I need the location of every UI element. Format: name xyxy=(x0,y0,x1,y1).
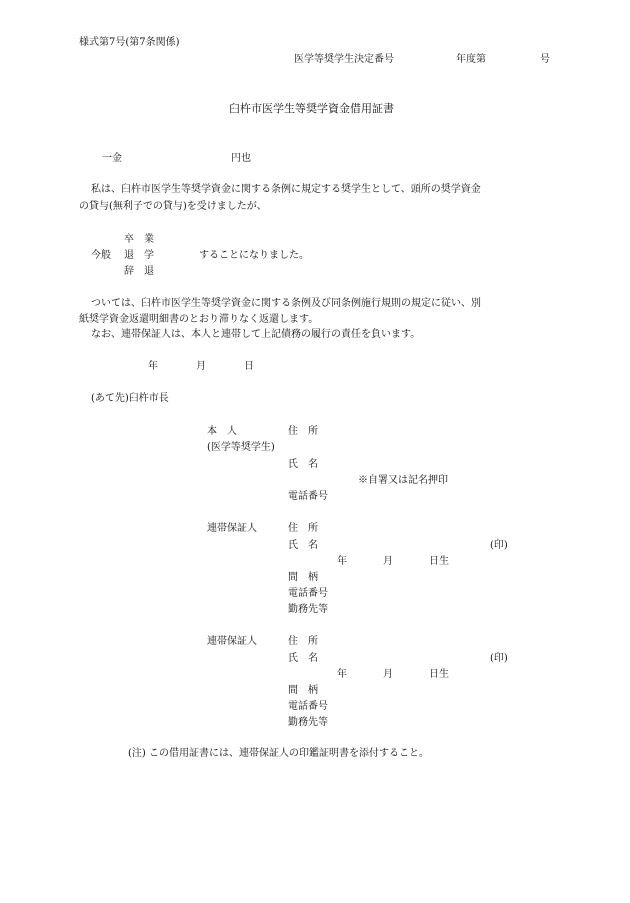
addressee: (あて先)臼杵市長 xyxy=(91,393,169,404)
decision-number-label: 医学等奨学生決定番号 xyxy=(294,54,394,65)
guarantor-birth-year: 年 xyxy=(337,669,347,680)
status-option-resignation: 辞 退 xyxy=(124,266,154,277)
footnote: (注) この借用証書には、連帯保証人の印鑑証明書を添付すること。 xyxy=(128,748,429,759)
date-month: 月 xyxy=(196,361,206,372)
guarantor-birth-day: 日生 xyxy=(429,669,449,680)
paragraph2-line3: なお、連帯保証人は、本人と連帯して上記債務の履行の責任を負います。 xyxy=(91,329,421,340)
guarantor-workplace-label: 勤務先等 xyxy=(288,604,328,615)
guarantor-seal: (印) xyxy=(490,540,508,551)
status-option-graduation: 卒 業 xyxy=(124,234,154,245)
borrower-sublabel: (医学等奨学生) xyxy=(207,442,275,453)
date-day: 日 xyxy=(244,361,254,372)
borrower-phone-label: 電話番号 xyxy=(288,491,328,502)
date-year: 年 xyxy=(148,361,158,372)
paragraph2-line1: ついては、臼杵市医学生等奨学資金に関する条例及び同条例施行規則の規定に従い、別 xyxy=(91,298,481,309)
guarantor-birth-year: 年 xyxy=(337,556,347,567)
amount-prefix: 一金 xyxy=(102,153,122,164)
borrower-name-label: 氏 名 xyxy=(288,459,318,470)
decision-number-suffix: 号 xyxy=(540,54,550,65)
guarantor-phone-label: 電話番号 xyxy=(288,701,328,712)
status-option-withdrawal: 退 学 xyxy=(124,250,154,261)
guarantor-name-label: 氏 名 xyxy=(288,653,318,664)
guarantor-relation-label: 間 柄 xyxy=(288,685,318,696)
guarantor-birth-day: 日生 xyxy=(429,556,449,567)
borrower-label: 本 人 xyxy=(207,426,237,437)
borrower-address-label: 住 所 xyxy=(288,426,318,437)
guarantor-label: 連帯保証人 xyxy=(207,636,257,647)
guarantor-seal: (印) xyxy=(490,653,508,664)
borrower-signature-note: ※自署又は記名押印 xyxy=(358,475,448,486)
status-suffix: することになりました。 xyxy=(199,250,309,261)
guarantor-birth-month: 月 xyxy=(383,669,393,680)
guarantor-workplace-label: 勤務先等 xyxy=(288,717,328,728)
document-title: 臼杵市医学生等奨学資金借用証書 xyxy=(229,102,394,115)
guarantor-phone-label: 電話番号 xyxy=(288,588,328,599)
paragraph2-line2: 紙奨学資金返還明細書のとおり滞りなく返還します。 xyxy=(79,314,319,325)
guarantor-birth-month: 月 xyxy=(383,556,393,567)
guarantor-address-label: 住 所 xyxy=(288,523,318,534)
paragraph1-line1: 私は、臼杵市医学生等奨学資金に関する条例に規定する奨学生として、頭所の奨学資金 xyxy=(91,184,481,195)
guarantor-label: 連帯保証人 xyxy=(207,523,257,534)
form-id: 様式第7号(第7条関係) xyxy=(79,37,180,48)
guarantor-name-label: 氏 名 xyxy=(288,540,318,551)
amount-suffix: 円也 xyxy=(231,153,251,164)
guarantor-relation-label: 間 柄 xyxy=(288,572,318,583)
decision-number-year-label: 年度第 xyxy=(456,54,486,65)
status-prefix: 今般 xyxy=(91,250,111,261)
paragraph1-line2: の貸与(無利子での貸与)を受けましたが、 xyxy=(79,201,267,212)
guarantor-address-label: 住 所 xyxy=(288,636,318,647)
